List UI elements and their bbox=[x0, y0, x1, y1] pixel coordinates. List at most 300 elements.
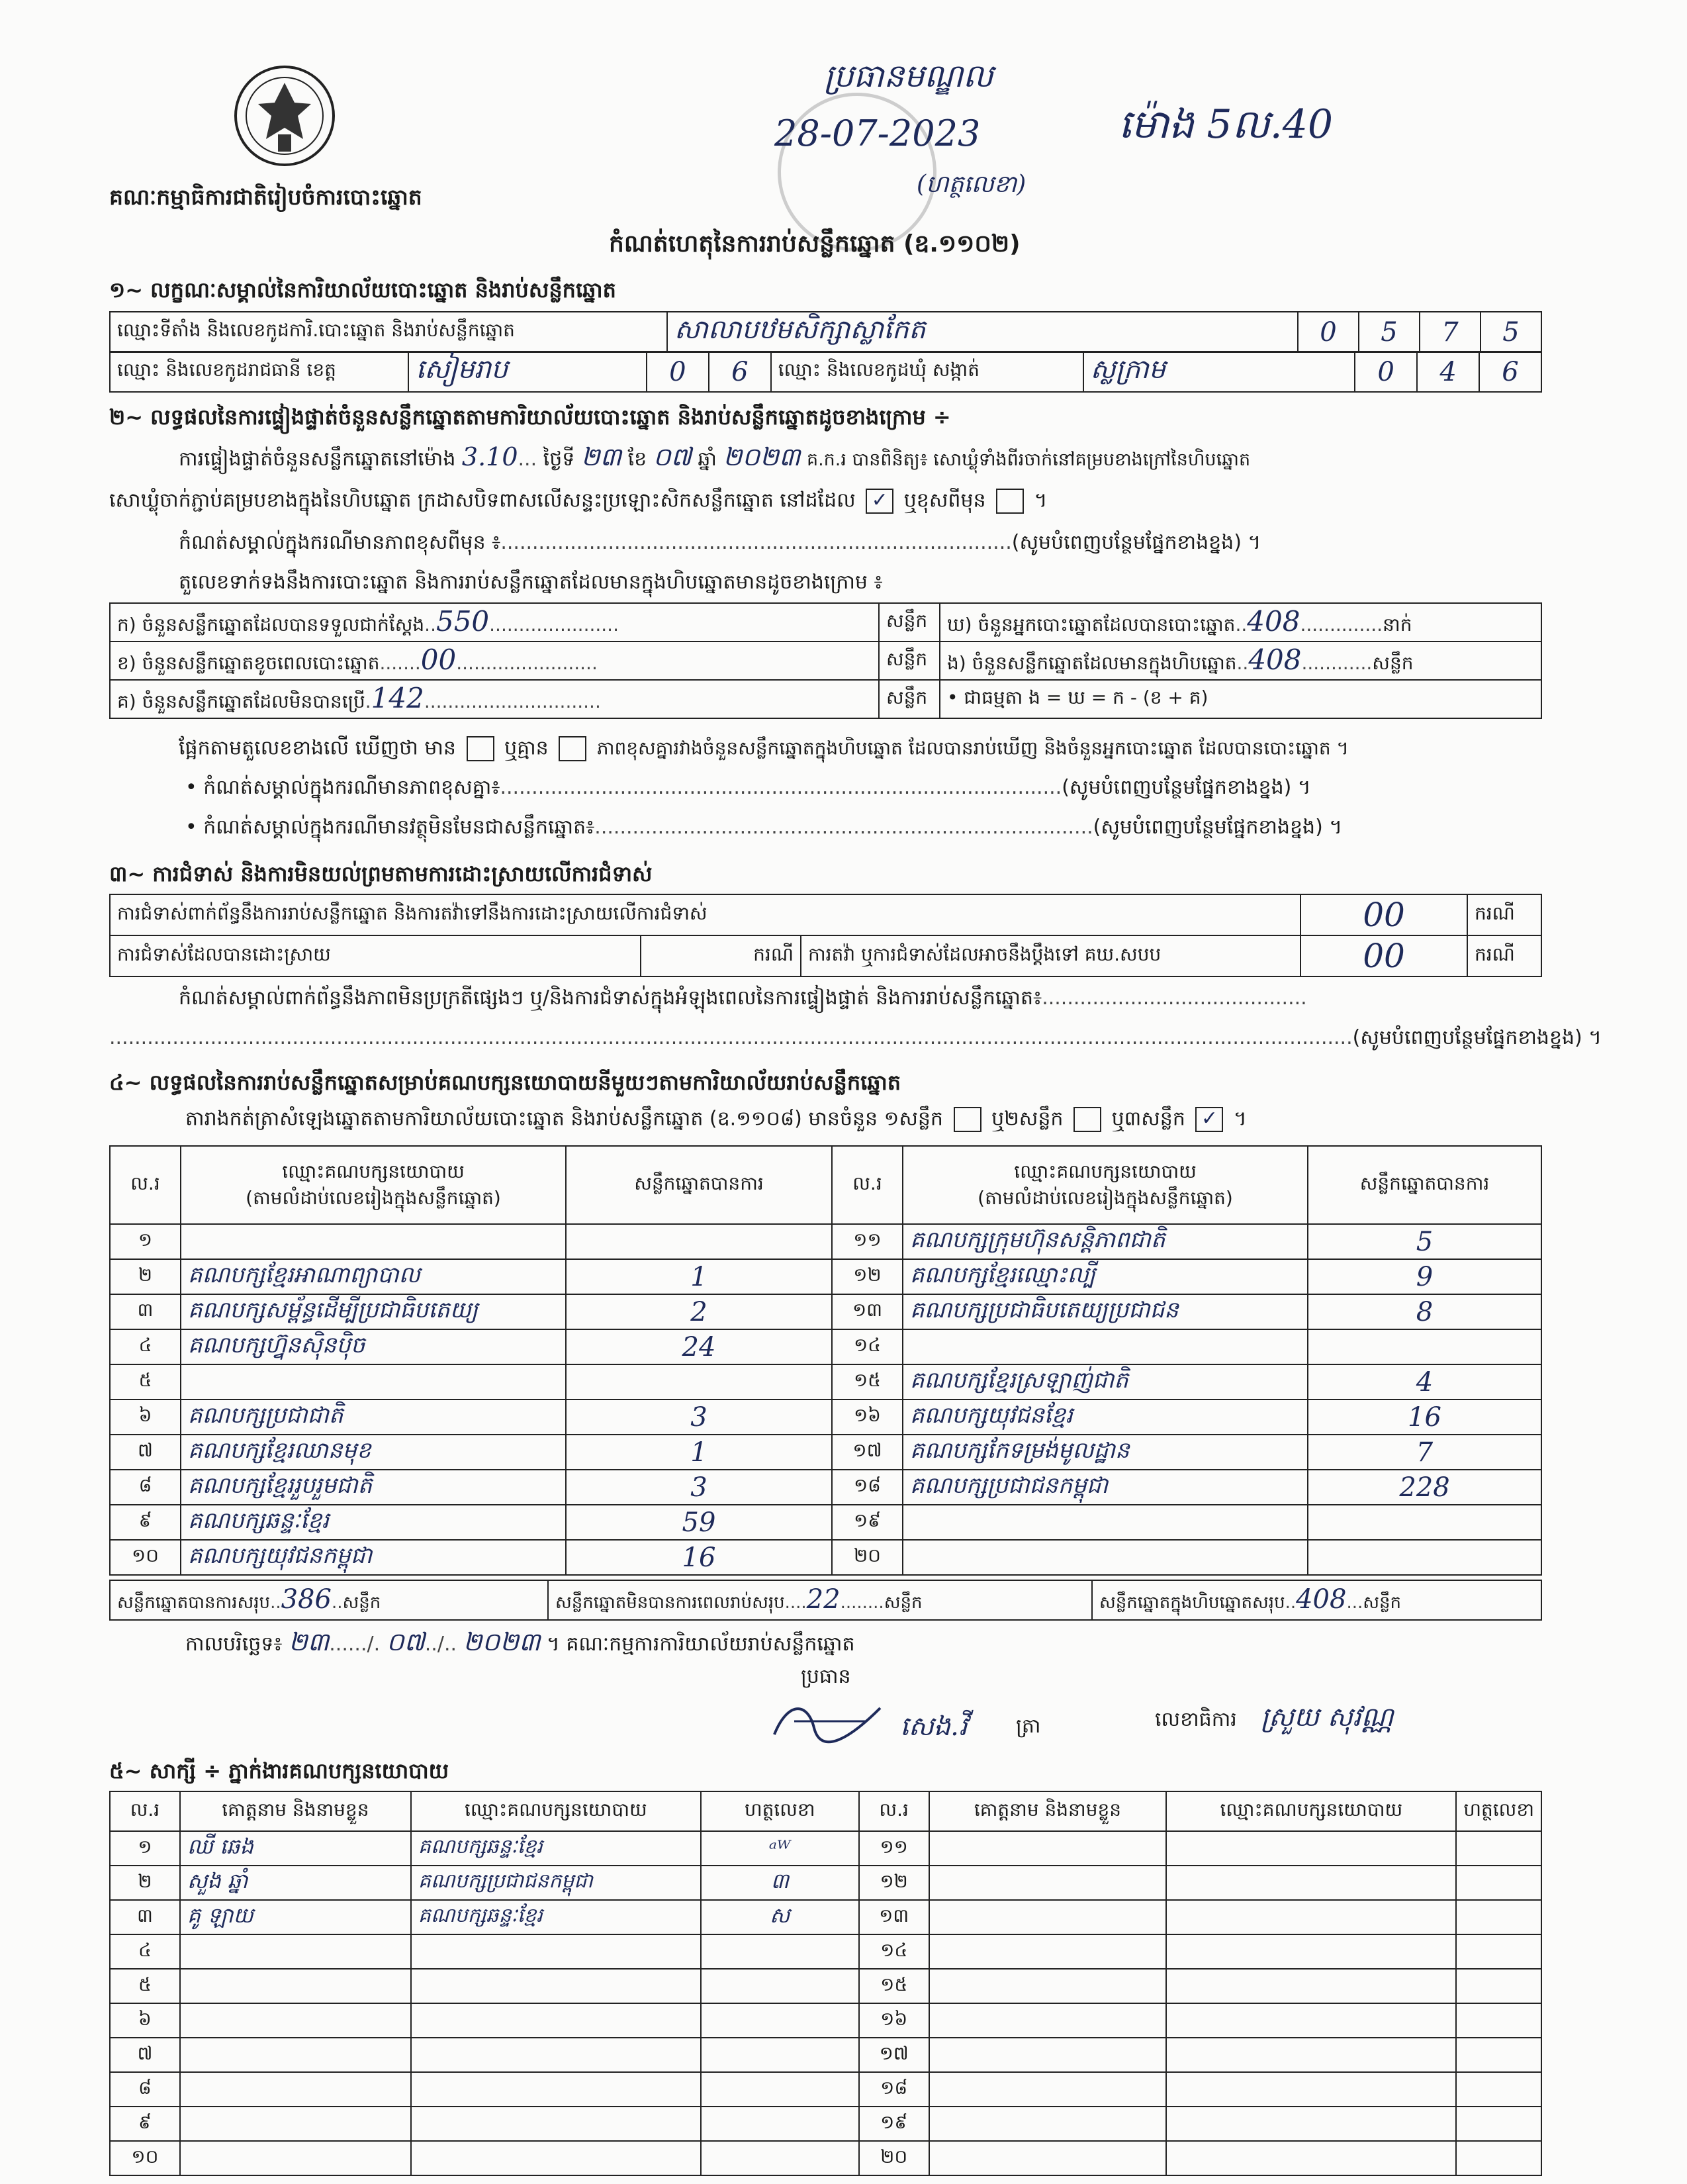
section2-heading: ២~ លទ្ធផលនៃការផ្ទៀងផ្ទាត់ចំនួនសន្លឹកឆ្នោតតាមការិយាល័យបោះឆ្នោត និងរាប់សន្លឹកឆ្នោតដូចខាងក្រោម ÷ bbox=[109, 404, 951, 430]
verify-month: ០៧ bbox=[653, 442, 692, 471]
vote-count: 1 bbox=[566, 1435, 832, 1470]
witness-signature bbox=[1456, 2141, 1541, 2175]
compare-line bbox=[179, 736, 1349, 761]
section4-heading: ៤~ លទ្ធផលនៃការរាប់សន្លឹកឆ្នោតសម្រាប់គណបក្សនយោបាយនីមួយៗតាមការិយាល័យរាប់សន្លឹកឆ្នោត bbox=[109, 1070, 901, 1095]
objection-row2-label: ការជំទាស់ដែលបានដោះស្រាយ bbox=[110, 935, 641, 976]
witness-name bbox=[180, 2038, 411, 2072]
row-no: ៦ bbox=[110, 2003, 180, 2038]
total-invalid-cell: សន្លឹកឆ្នោតមិនបានការពេលរាប់សរុប....22........សន្លឹក bbox=[548, 1580, 1092, 1620]
row-no: ៧ bbox=[110, 1435, 181, 1470]
w-col-party-right: ឈ្មោះគណបក្សនយោបាយ bbox=[1166, 1791, 1456, 1831]
witness-party bbox=[1166, 2141, 1456, 2175]
vote-count: 2 bbox=[566, 1294, 832, 1329]
party-name: គណបក្សខ្មែររួបរួមជាតិ bbox=[181, 1470, 566, 1505]
witness-signature bbox=[701, 2072, 859, 2107]
party-name: គណបក្សប្រជាជនកម្ពុជា bbox=[903, 1470, 1308, 1505]
party-name: គណបក្សយុវជនខ្មែរ bbox=[903, 1400, 1308, 1435]
witness-name bbox=[929, 2141, 1167, 2175]
witness-name bbox=[929, 1934, 1167, 1969]
row-no: ១៩ bbox=[859, 2107, 929, 2141]
count-a-label: ក) ចំនួនសន្លឹកឆ្នោតដែលបានទទួលជាក់ស្តែង bbox=[117, 613, 425, 636]
chair-label: ប្រធាន bbox=[801, 1665, 851, 1688]
note2-suffix: (សូមបំពេញបន្ថែមផ្នែកខាងខ្នង) ។ bbox=[1062, 776, 1311, 799]
chair-suffix: ត្រា bbox=[1016, 1715, 1041, 1738]
witness-name bbox=[180, 1969, 411, 2003]
col-party-left-sub: (តាមលំដាប់លេខរៀងក្នុងសន្លឹកឆ្នោត) bbox=[246, 1187, 501, 1209]
witness-name: គូ ឡាយ bbox=[180, 1900, 411, 1934]
witness-party bbox=[1166, 2003, 1456, 2038]
count-b-value: 00 bbox=[420, 643, 457, 676]
w-col-sign-left: ហត្ថលេខា bbox=[701, 1791, 859, 1831]
results-row bbox=[110, 1259, 1541, 1294]
row-no: ៧ bbox=[110, 2038, 180, 2072]
verify-text-a: ការផ្ទៀងផ្ទាត់ចំនួនសន្លឹកឆ្នោតនៅម៉ោង bbox=[179, 448, 456, 471]
secretary-label: លេខាធិការ bbox=[1155, 1708, 1237, 1731]
row-no: ១ bbox=[110, 1224, 181, 1259]
witness-name bbox=[929, 2038, 1167, 2072]
witness-signature bbox=[1456, 1900, 1541, 1934]
results-row bbox=[110, 1435, 1541, 1470]
note2-label: • កំណត់សម្គាល់ក្នុងករណីមានភាពខុសគ្នា៖ bbox=[185, 776, 500, 799]
verify-line-1: ការផ្ទៀងផ្ទាត់ចំនួនសន្លឹកឆ្នោតនៅម៉ោង 3.10... ថ្ងៃទី ២៣ ខែ ០៧ ឆ្នាំ ២០២៣ គ.ក.រ បានពិនិត្យ៖ សោឃ្លុំទាំងពីរចាក់នៅគម្របខាងក្រៅនៃហិបឆ្នោត bbox=[179, 442, 1251, 471]
count-b-label: ខ) ចំនួនសន្លឹកឆ្នោតខូចពេលបោះឆ្នោត bbox=[117, 651, 380, 674]
party-name: គណបក្សប្រជាជាតិ bbox=[181, 1400, 566, 1435]
vote-count bbox=[1308, 1505, 1541, 1540]
verify-year: ២០២៣ bbox=[723, 442, 801, 471]
w-col-party-left: ឈ្មោះគណបក្សនយោបាយ bbox=[411, 1791, 701, 1831]
objection-note: កំណត់សម្គាល់ពាក់ព័ន្ធនឹងភាពមិនប្រក្រតីផ្សេងៗ ឬ/និងការជំទាស់ក្នុងអំឡុងពេលនៃការផ្ទៀងផ្ទាត់ និងការរាប់សន្លឹកឆ្នោត៖.......................................... bbox=[179, 986, 1307, 1010]
count-c-unit: សន្លឹក bbox=[879, 680, 940, 718]
row-no: ១៣ bbox=[859, 1900, 929, 1934]
section5-heading: ៥~ សាក្សី ÷ ភ្នាក់ងារគណបក្សនយោបាយ bbox=[109, 1758, 449, 1783]
row-no: ១៧ bbox=[859, 2038, 929, 2072]
date-label: កាលបរិច្ឆេទ៖ bbox=[185, 1633, 283, 1656]
date-month: ០៧ bbox=[386, 1627, 425, 1656]
verify-text-d: ឆ្នាំ bbox=[698, 448, 717, 471]
count-a-unit: សន្លឹក bbox=[879, 603, 940, 641]
note2-line: • កំណត់សម្គាល់ក្នុងករណីមានភាពខុសគ្នា៖.........................................................................................(សូមបំពេញបន្ថែមផ្នែកខាងខ្នង) ។ bbox=[185, 776, 1311, 799]
witness-party bbox=[1166, 1831, 1456, 1866]
objection-row2-value2: 00 bbox=[1300, 935, 1467, 976]
counts-intro: តួលេខទាក់ទងនឹងការបោះឆ្នោត និងការរាប់សន្លឹកឆ្នោតដែលមានក្នុងហិបឆ្នោតមានដូចខាងក្រោម ៖ bbox=[179, 571, 883, 594]
results-row bbox=[110, 1364, 1541, 1400]
row-no: ២ bbox=[110, 1259, 181, 1294]
verify-text-g: ឬខុសពីមុន bbox=[903, 489, 986, 512]
vote-count bbox=[566, 1364, 832, 1400]
province-commune-table bbox=[109, 351, 1542, 393]
vote-count: 59 bbox=[566, 1505, 832, 1540]
count-d-label: ឃ) ចំនួនអ្នកបោះឆ្នោតដែលបានបោះឆ្នោត bbox=[947, 613, 1236, 636]
row-no: ៤ bbox=[110, 1329, 181, 1364]
vote-count: 16 bbox=[1308, 1400, 1541, 1435]
office-code-2: 5 bbox=[1359, 312, 1420, 352]
count-e-cell: ង) ចំនួនសន្លឹកឆ្នោតដែលមានក្នុងហិបឆ្នោត..408............សន្លឹក bbox=[940, 641, 1541, 680]
party-name: គណបក្សឆន្ទៈខ្មែរ bbox=[181, 1505, 566, 1540]
row-no: ១ bbox=[110, 1831, 180, 1866]
party-name: គណបក្សខ្មែរឈានមុខ bbox=[181, 1435, 566, 1470]
objection-note-line2: .....................................................................................................................................................................................................(សូមបំពេញបន្ថែមផ្នែកខាងខ្នង) ។ bbox=[109, 1026, 1602, 1049]
total-box-cell: សន្លឹកឆ្នោតក្នុងហិបឆ្នោតសរុប..408...សន្លឹក bbox=[1092, 1580, 1541, 1620]
witness-signature bbox=[701, 1969, 859, 2003]
row-no: ២ bbox=[110, 1866, 180, 1900]
top-signature: (ហត្ថលេខា) bbox=[917, 171, 1026, 198]
row-no: ១៣ bbox=[832, 1294, 903, 1329]
vote-count: 5 bbox=[1308, 1224, 1541, 1259]
results-table bbox=[109, 1145, 1542, 1576]
row-no: ១២ bbox=[859, 1866, 929, 1900]
vote-count: 8 bbox=[1308, 1294, 1541, 1329]
row-no: ១៤ bbox=[859, 1934, 929, 1969]
row-no: ១២ bbox=[832, 1259, 903, 1294]
compare-text-c: ភាពខុសគ្នារវាងចំនួនសន្លឹកឆ្នោតក្នុងហិបឆ្នោត ដែលបានរាប់ឃើញ និងចំនួនអ្នកបោះឆ្នោត ដែលបានបោះឆ្នោត ។ bbox=[596, 737, 1349, 759]
vote-count bbox=[566, 1224, 832, 1259]
vote-count: 3 bbox=[566, 1470, 832, 1505]
office-code-3: 7 bbox=[1420, 312, 1481, 352]
objection-note-suffix: (សូមបំពេញបន្ថែមផ្នែកខាងខ្នង) ។ bbox=[1352, 1026, 1602, 1049]
witness-row bbox=[110, 1900, 1541, 1934]
col-party-left-title: ឈ្មោះគណបក្សនយោបាយ bbox=[282, 1161, 465, 1182]
section1-heading: ១~ លក្ខណៈសម្គាល់នៃការិយាល័យបោះឆ្នោត និងរាប់សន្លឹកឆ្នោត bbox=[109, 277, 616, 303]
total-invalid-unit: សន្លឹក bbox=[884, 1592, 923, 1613]
vote-count: 24 bbox=[566, 1329, 832, 1364]
witness-name bbox=[180, 1934, 411, 1969]
section3-heading: ៣~ ការជំទាស់ និងការមិនយល់ព្រមតាមការដោះស្រាយលើការជំទាស់ bbox=[109, 861, 653, 886]
vote-count: 9 bbox=[1308, 1259, 1541, 1294]
commune-code-3: 6 bbox=[1479, 352, 1541, 392]
objection-row1-unit: ករណី bbox=[1467, 894, 1541, 935]
tally-text-c: ឬ៣សន្លឹក bbox=[1111, 1107, 1185, 1131]
secretary-name: ស្រួយ សុវណ្ណ bbox=[1261, 1702, 1394, 1733]
objection-table bbox=[109, 894, 1542, 977]
witness-party: គណបក្សឆន្ទៈខ្មែរ bbox=[411, 1831, 701, 1866]
counts-table bbox=[109, 602, 1542, 719]
verify-text-e: គ.ក.រ បានពិនិត្យ៖ សោឃ្លុំទាំងពីរចាក់នៅគម្របខាងក្រៅនៃហិបឆ្នោត bbox=[806, 450, 1251, 470]
province-value: សៀមរាប bbox=[408, 352, 646, 392]
witness-party: គណបក្សប្រជាជនកម្ពុជា bbox=[411, 1866, 701, 1900]
witness-row bbox=[110, 1934, 1541, 1969]
witness-party bbox=[1166, 1900, 1456, 1934]
row-no: ១០ bbox=[110, 1540, 181, 1575]
party-name: គណបក្សខ្មែរឈ្មោះល្បី bbox=[903, 1259, 1308, 1294]
commune-label: ឈ្មោះ និងលេខកូដឃុំ សង្កាត់ bbox=[771, 352, 1083, 392]
vote-count: 4 bbox=[1308, 1364, 1541, 1400]
has-difference-checkbox[interactable] bbox=[467, 736, 494, 761]
count-a-value: 550 bbox=[435, 604, 490, 638]
witness-row bbox=[110, 1969, 1541, 2003]
col-party-right bbox=[903, 1146, 1308, 1224]
total-valid-value: 386 bbox=[281, 1584, 332, 1615]
objection-row2-case: ករណី bbox=[753, 943, 794, 965]
commune-code-1: 0 bbox=[1355, 352, 1417, 392]
w-col-no-right: ល.រ bbox=[859, 1791, 929, 1831]
witness-name bbox=[929, 2072, 1167, 2107]
no-difference-checkbox[interactable] bbox=[559, 736, 586, 761]
witness-party bbox=[1166, 2107, 1456, 2141]
date-line: កាលបរិច្ឆេទ៖ ២៣....../. ០៧../.. ២០២៣ ។ គណៈកម្មការការិយាល័យរាប់សន្លឹកឆ្នោត bbox=[185, 1627, 855, 1656]
office-label: ឈ្មោះទីតាំង និងលេខកូដការិ.បោះឆ្នោត និងរាប់សន្លឹកឆ្នោត bbox=[110, 312, 667, 352]
objection-row2-unit2: ករណី bbox=[1467, 935, 1541, 976]
witness-row bbox=[110, 1866, 1541, 1900]
objection-note-label: កំណត់សម្គាល់ពាក់ព័ន្ធនឹងភាពមិនប្រក្រតីផ្សេងៗ ឬ/និងការជំទាស់ក្នុងអំឡុងពេលនៃការផ្ទៀងផ្ទាត់ និងការរាប់សន្លឹកឆ្នោត៖ bbox=[179, 986, 1042, 1010]
col-votes-right: សន្លឹកឆ្នោតបានការ bbox=[1308, 1146, 1541, 1224]
witness-signature bbox=[1456, 2072, 1541, 2107]
tally-1-checkbox[interactable] bbox=[954, 1107, 981, 1132]
objection-row2-unit bbox=[641, 935, 801, 976]
form-title: កំណត់ហេតុនៃការរាប់សន្លឹកឆ្នោត (ឧ.១១០២) bbox=[609, 230, 1021, 258]
objection-row1-value: 00 bbox=[1300, 894, 1467, 935]
witness-row bbox=[110, 2107, 1541, 2141]
col-votes-left: សន្លឹកឆ្នោតបានការ bbox=[566, 1146, 832, 1224]
verify-text-h: ។ bbox=[1034, 489, 1048, 512]
tally-text-a: តារាងកត់ត្រាសំឡេងឆ្នោតតាមការិយាល័យបោះឆ្នោត និងរាប់សន្លឹកឆ្នោត (ឧ.១១០៨) មានចំនួន ១សន្លឹក bbox=[185, 1107, 943, 1131]
col-no-right: ល.រ bbox=[832, 1146, 903, 1224]
row-no: ១៨ bbox=[832, 1470, 903, 1505]
w-col-sign-right: ហត្ថលេខា bbox=[1456, 1791, 1541, 1831]
tally-3-checkbox[interactable]: ✓ bbox=[1195, 1107, 1223, 1132]
witness-party bbox=[411, 2072, 701, 2107]
witness-party bbox=[411, 2141, 701, 2175]
col-no-left: ល.រ bbox=[110, 1146, 181, 1224]
row-no: ១៥ bbox=[832, 1364, 903, 1400]
note3-suffix: (សូមបំពេញបន្ថែមផ្នែកខាងខ្នង) ។ bbox=[1093, 816, 1343, 839]
count-e-value: 408 bbox=[1248, 643, 1302, 676]
party-name bbox=[903, 1540, 1308, 1575]
tally-line bbox=[185, 1107, 1247, 1132]
witness-name bbox=[180, 2107, 411, 2141]
chair-signature bbox=[768, 1695, 887, 1748]
witness-name bbox=[929, 1969, 1167, 2003]
party-name: គណបក្សក្រុមហ៊ុនសន្តិភាពជាតិ bbox=[903, 1224, 1308, 1259]
date-day: ២៣ bbox=[289, 1627, 330, 1656]
verify-text-c: ខែ bbox=[627, 448, 647, 471]
note1-suffix: (សូមបំពេញបន្ថែមផ្នែកខាងខ្នង) ។ bbox=[1011, 531, 1261, 554]
witness-name: សួង ឆ្នាំ bbox=[180, 1866, 411, 1900]
witness-party bbox=[411, 1969, 701, 2003]
witness-signature bbox=[701, 2141, 859, 2175]
row-no: ១១ bbox=[859, 1831, 929, 1866]
tally-text-b: ឬ២សន្លឹក bbox=[991, 1107, 1064, 1131]
row-no: ១៤ bbox=[832, 1329, 903, 1364]
witness-signature bbox=[1456, 1866, 1541, 1900]
vote-count: 3 bbox=[566, 1400, 832, 1435]
results-row bbox=[110, 1540, 1541, 1575]
same-checkbox[interactable]: ✓ bbox=[866, 489, 893, 514]
tally-2-checkbox[interactable] bbox=[1073, 1107, 1101, 1132]
date-suffix: ។ គណៈកម្មការការិយាល័យរាប់សន្លឹកឆ្នោត bbox=[547, 1633, 855, 1656]
witness-party bbox=[411, 2038, 701, 2072]
chair-name: សេង.វី bbox=[900, 1711, 968, 1742]
party-name: គណបក្សកែទម្រង់មូលដ្ឋាន bbox=[903, 1435, 1308, 1470]
province-label: ឈ្មោះ និងលេខកូដរាជធានី ខេត្ត bbox=[110, 352, 408, 392]
witness-party: គណបក្សឆន្ទៈខ្មែរ bbox=[411, 1900, 701, 1934]
different-checkbox[interactable] bbox=[996, 489, 1024, 514]
office-code-1: 0 bbox=[1298, 312, 1359, 352]
witness-party bbox=[1166, 2072, 1456, 2107]
witness-name bbox=[180, 2141, 411, 2175]
total-box-label: សន្លឹកឆ្នោតក្នុងហិបឆ្នោតសរុប bbox=[1099, 1592, 1285, 1613]
row-no: ៦ bbox=[110, 1400, 181, 1435]
witness-name bbox=[180, 2072, 411, 2107]
witness-name bbox=[929, 1900, 1167, 1934]
party-name: គណបក្សប្រជាធិបតេយ្យប្រជាជន bbox=[903, 1294, 1308, 1329]
witness-name bbox=[929, 1866, 1167, 1900]
witness-signature: ស bbox=[701, 1900, 859, 1934]
verify-text-b: ថ្ងៃទី bbox=[543, 448, 575, 471]
total-valid-cell: សន្លឹកឆ្នោតបានការសរុប..386..សន្លឹក bbox=[110, 1580, 548, 1620]
emblem-logo bbox=[232, 63, 338, 169]
compare-text-a: ផ្អែកតាមតួលេខខាងលើ ឃើញថា មាន bbox=[179, 736, 456, 760]
witness-party bbox=[1166, 1969, 1456, 2003]
party-name bbox=[181, 1364, 566, 1400]
witness-row bbox=[110, 2141, 1541, 2175]
count-c-cell: គ) ចំនួនសន្លឹកឆ្នោតដែលមិនបានប្រើ.142.............................. bbox=[110, 680, 879, 718]
row-no: ៥ bbox=[110, 1969, 180, 2003]
witness-name bbox=[929, 1831, 1167, 1866]
formula-cell: • ជាធម្មតា ង = ឃ = ក - (ខ + គ) bbox=[940, 680, 1541, 718]
total-invalid-label: សន្លឹកឆ្នោតមិនបានការពេលរាប់សរុប bbox=[555, 1592, 785, 1613]
verify-time: 3.10 bbox=[461, 442, 518, 471]
total-box-unit: សន្លឹក bbox=[1363, 1592, 1402, 1613]
party-name: គណបក្សខ្មែរស្រឡាញ់ជាតិ bbox=[903, 1364, 1308, 1400]
total-invalid-value: 22 bbox=[806, 1584, 841, 1615]
col-party-left bbox=[181, 1146, 566, 1224]
note3-line: • កំណត់សម្គាល់ក្នុងករណីមានវត្ថុមិនមែនជាសន្លឹកឆ្នោត៖...............................................................................(សូមបំពេញបន្ថែមផ្នែកខាងខ្នង) ។ bbox=[185, 816, 1343, 839]
witness-party bbox=[411, 1934, 701, 1969]
witness-signature bbox=[1456, 1969, 1541, 2003]
witness-row bbox=[110, 2072, 1541, 2107]
results-row bbox=[110, 1329, 1541, 1364]
count-c-value: 142 bbox=[371, 681, 424, 714]
witness-signature: ៣ bbox=[701, 1866, 859, 1900]
verify-day: ២៣ bbox=[580, 442, 622, 471]
vote-count: 1 bbox=[566, 1259, 832, 1294]
row-no: ៨ bbox=[110, 2072, 180, 2107]
party-name: គណបក្សយុវជនកម្ពុជា bbox=[181, 1540, 566, 1575]
office-id-table bbox=[109, 311, 1542, 353]
party-name: គណបក្សសម្ព័ន្ធដើម្បីប្រជាធិបតេយ្យ bbox=[181, 1294, 566, 1329]
party-name bbox=[903, 1505, 1308, 1540]
witness-party bbox=[1166, 1934, 1456, 1969]
results-row bbox=[110, 1224, 1541, 1259]
count-d-cell: ឃ) ចំនួនអ្នកបោះឆ្នោតដែលបានបោះឆ្នោត..408..............នាក់ bbox=[940, 603, 1541, 641]
count-b-cell: ខ) ចំនួនសន្លឹកឆ្នោតខូចពេលបោះឆ្នោត.......00........................ bbox=[110, 641, 879, 680]
witness-signature bbox=[701, 2003, 859, 2038]
vote-count bbox=[1308, 1329, 1541, 1364]
witness-signature bbox=[1456, 1934, 1541, 1969]
stamp-received-label: ប្រធានមណ្ឌល bbox=[824, 58, 993, 95]
total-valid-label: សន្លឹកឆ្នោតបានការសរុប bbox=[117, 1592, 271, 1613]
date-received: 28-07-2023 bbox=[774, 113, 981, 154]
row-no: ១១ bbox=[832, 1224, 903, 1259]
commune-code-2: 4 bbox=[1417, 352, 1479, 392]
objection-row2-mid: ការតវ៉ា ឬការជំទាស់ដែលអាចនឹងប្តឹងទៅ គឃ.សបប bbox=[801, 935, 1300, 976]
row-no: ១០ bbox=[110, 2141, 180, 2175]
witness-party bbox=[1166, 2038, 1456, 2072]
party-name: គណបក្សខ្មែរអាណាព្យាបាល bbox=[181, 1259, 566, 1294]
total-box-value: 408 bbox=[1296, 1584, 1347, 1615]
date-year: ២០២៣ bbox=[463, 1627, 541, 1656]
row-no: ៥ bbox=[110, 1364, 181, 1400]
count-e-unit: សន្លឹក bbox=[1372, 651, 1414, 674]
verify-text-f: សោឃ្លុំចាក់ភ្ជាប់គម្របខាងក្នុងនៃហិបឆ្នោត ក្រដាសបិទពាសលើសន្ទះប្រឡោះសិកសន្លឹកឆ្នោត នៅដដែល bbox=[109, 489, 856, 512]
results-row bbox=[110, 1294, 1541, 1329]
witness-table bbox=[109, 1791, 1542, 2176]
row-no: ២០ bbox=[832, 1540, 903, 1575]
note1-label: កំណត់សម្គាល់ក្នុងករណីមានភាពខុសពីមុន ៖ bbox=[179, 531, 501, 554]
party-name bbox=[181, 1224, 566, 1259]
witness-signature bbox=[1456, 2038, 1541, 2072]
results-row bbox=[110, 1470, 1541, 1505]
count-c-label: គ) ចំនួនសន្លឹកឆ្នោតដែលមិនបានប្រើ bbox=[117, 690, 365, 712]
w-col-name-left: គោត្តនាម និងនាមខ្លួន bbox=[180, 1791, 411, 1831]
witness-signature bbox=[1456, 1831, 1541, 1866]
count-d-unit: នាក់ bbox=[1383, 613, 1412, 636]
party-name: គណបក្សហ្វ៊ុនស៊ិនប៉ិច bbox=[181, 1329, 566, 1364]
authority-name: គណៈកម្មាធិការជាតិរៀបចំការបោះឆ្នោត bbox=[109, 184, 422, 210]
row-no: ១៧ bbox=[832, 1435, 903, 1470]
witness-name bbox=[929, 2107, 1167, 2141]
w-col-no-left: ល.រ bbox=[110, 1791, 180, 1831]
count-d-value: 408 bbox=[1247, 604, 1300, 638]
witness-signature bbox=[1456, 2003, 1541, 2038]
row-no: ២០ bbox=[859, 2141, 929, 2175]
row-no: ៣ bbox=[110, 1294, 181, 1329]
office-code-4: 5 bbox=[1481, 312, 1541, 352]
col-party-right-sub: (តាមលំដាប់លេខរៀងក្នុងសន្លឹកឆ្នោត) bbox=[978, 1187, 1233, 1209]
note3-label: • កំណត់សម្គាល់ក្នុងករណីមានវត្ថុមិនមែនជាសន្លឹកឆ្នោត៖ bbox=[185, 816, 595, 839]
vote-count: 7 bbox=[1308, 1435, 1541, 1470]
commune-value: ស្លក្រាម bbox=[1083, 352, 1355, 392]
results-row bbox=[110, 1400, 1541, 1435]
objection-row1-label: ការជំទាស់ពាក់ព័ន្ធនឹងការរាប់សន្លឹកឆ្នោត និងការតវ៉ាទៅនឹងការដោះស្រាយលើការជំទាស់ bbox=[110, 894, 1300, 935]
witness-name: ឈី ឆេង bbox=[180, 1831, 411, 1866]
vote-count: 16 bbox=[566, 1540, 832, 1575]
results-row bbox=[110, 1505, 1541, 1540]
total-valid-unit: សន្លឹក bbox=[342, 1592, 381, 1613]
party-name bbox=[903, 1329, 1308, 1364]
row-no: ១៨ bbox=[859, 2072, 929, 2107]
count-a-cell: ក) ចំនួនសន្លឹកឆ្នោតដែលបានទទួលជាក់ស្តែង..550...................... bbox=[110, 603, 879, 641]
row-no: ១៩ bbox=[832, 1505, 903, 1540]
tally-text-d: ។ bbox=[1233, 1107, 1247, 1131]
witness-signature bbox=[701, 1934, 859, 1969]
witness-name bbox=[929, 2003, 1167, 2038]
witness-party bbox=[1166, 1866, 1456, 1900]
witness-name bbox=[180, 2003, 411, 2038]
col-party-right-title: ឈ្មោះគណបក្សនយោបាយ bbox=[1014, 1161, 1197, 1182]
row-no: ៨ bbox=[110, 1470, 181, 1505]
row-no: ៩ bbox=[110, 2107, 180, 2141]
count-b-unit: សន្លឹក bbox=[879, 641, 940, 680]
witness-row bbox=[110, 1831, 1541, 1866]
totals-table bbox=[109, 1580, 1542, 1621]
w-col-name-right: គោត្តនាម និងនាមខ្លួន bbox=[929, 1791, 1167, 1831]
row-no: ១៦ bbox=[859, 2003, 929, 2038]
witness-row bbox=[110, 2003, 1541, 2038]
row-no: ៤ bbox=[110, 1934, 180, 1969]
witness-signature bbox=[701, 2038, 859, 2072]
witness-signature: ᵃᵂ bbox=[701, 1831, 859, 1866]
count-e-label: ង) ចំនួនសន្លឹកឆ្នោតដែលមានក្នុងហិបឆ្នោត bbox=[947, 651, 1237, 674]
vote-count bbox=[1308, 1540, 1541, 1575]
note1-line: កំណត់សម្គាល់ក្នុងករណីមានភាពខុសពីមុន ៖.................................................................................(សូមបំពេញបន្ថែមផ្នែកខាងខ្នង) ។ bbox=[179, 531, 1261, 554]
witness-signature bbox=[1456, 2107, 1541, 2141]
province-code-1: 0 bbox=[647, 352, 709, 392]
witness-signature bbox=[701, 2107, 859, 2141]
witness-row bbox=[110, 2038, 1541, 2072]
vote-count: 228 bbox=[1308, 1470, 1541, 1505]
office-value: សាលាបឋមសិក្សាស្លាកែត bbox=[667, 312, 1298, 352]
